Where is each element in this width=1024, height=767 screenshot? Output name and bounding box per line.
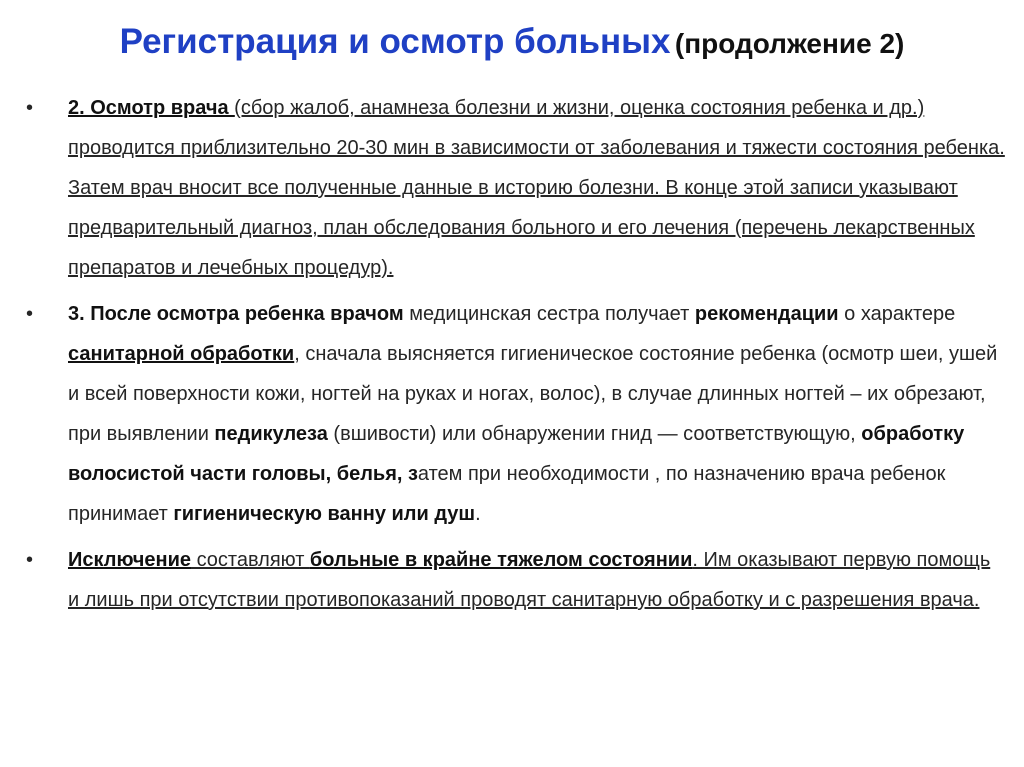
text-segment: атем при необходимости , по назначению врача ребенок принимает xyxy=(68,463,946,525)
bullet-item-doctor-exam xyxy=(26,88,1006,288)
bullet-item-after-exam xyxy=(26,294,1006,534)
text-segment: (сбор жалоб, анамнеза болезни и жизни, оценка состояния ребенка и др.) проводится приблизительно 20-30 мин в зависимости от заболевания и тяжести состояния ребенка. Затем врач вносит все полученные данные в историю болезни. В конце этой записи указывают предварительный диагноз, план обследования больного и его лечения (перечень лекарственных препаратов и лечебных процедур). xyxy=(68,97,1005,279)
bullet-list xyxy=(26,88,1006,626)
title-subtitle: (продолжение 2) xyxy=(674,28,905,59)
text-segment: составляют xyxy=(191,549,310,571)
term-exception: Исключение xyxy=(68,549,192,571)
term-sanitary-treatment: санитарной обработки xyxy=(68,343,295,365)
term-hair-treatment: обработку волосистой части головы, белья, з xyxy=(68,423,965,485)
text-segment: , сначала выясняется гигиеническое состояние ребенка (осмотр шеи, ушей и всей поверхности кожи, ногтей на руках и ногах, волос), в случае длинных ногтей – их обрезают, при выявлении xyxy=(68,343,998,445)
term-severe-patients: больные в крайне тяжелом состоянии xyxy=(309,549,693,571)
bullet-mark: • xyxy=(26,549,34,571)
term-recommendations: рекомендации xyxy=(694,303,839,325)
bullet-item-exception xyxy=(26,540,1006,620)
text-segment: медицинская сестра получает xyxy=(403,303,695,325)
term-after-exam: 3. После осмотра ребенка врачом xyxy=(68,303,404,325)
text-segment: . Им оказывают первую помощь и лишь при отсутствии противопоказаний проводят санитарную обработку и с разрешения врача. xyxy=(68,549,991,611)
text-segment: о характере xyxy=(838,303,956,325)
term-pediculosis: педикулеза xyxy=(214,423,328,445)
title-main: Регистрация и осмотр больных xyxy=(119,22,671,61)
term-doctor-exam: 2. Осмотр врача xyxy=(68,97,235,119)
term-hygienic-bath: гигиеническую ванну или душ xyxy=(173,503,476,525)
bullet-mark: • xyxy=(26,97,34,119)
text-segment: (вшивости) или обнаружении гнид — соответствующую, xyxy=(327,423,862,445)
slide-title xyxy=(0,22,1024,62)
bullet-mark: • xyxy=(26,303,34,325)
text-segment: . xyxy=(475,503,481,525)
